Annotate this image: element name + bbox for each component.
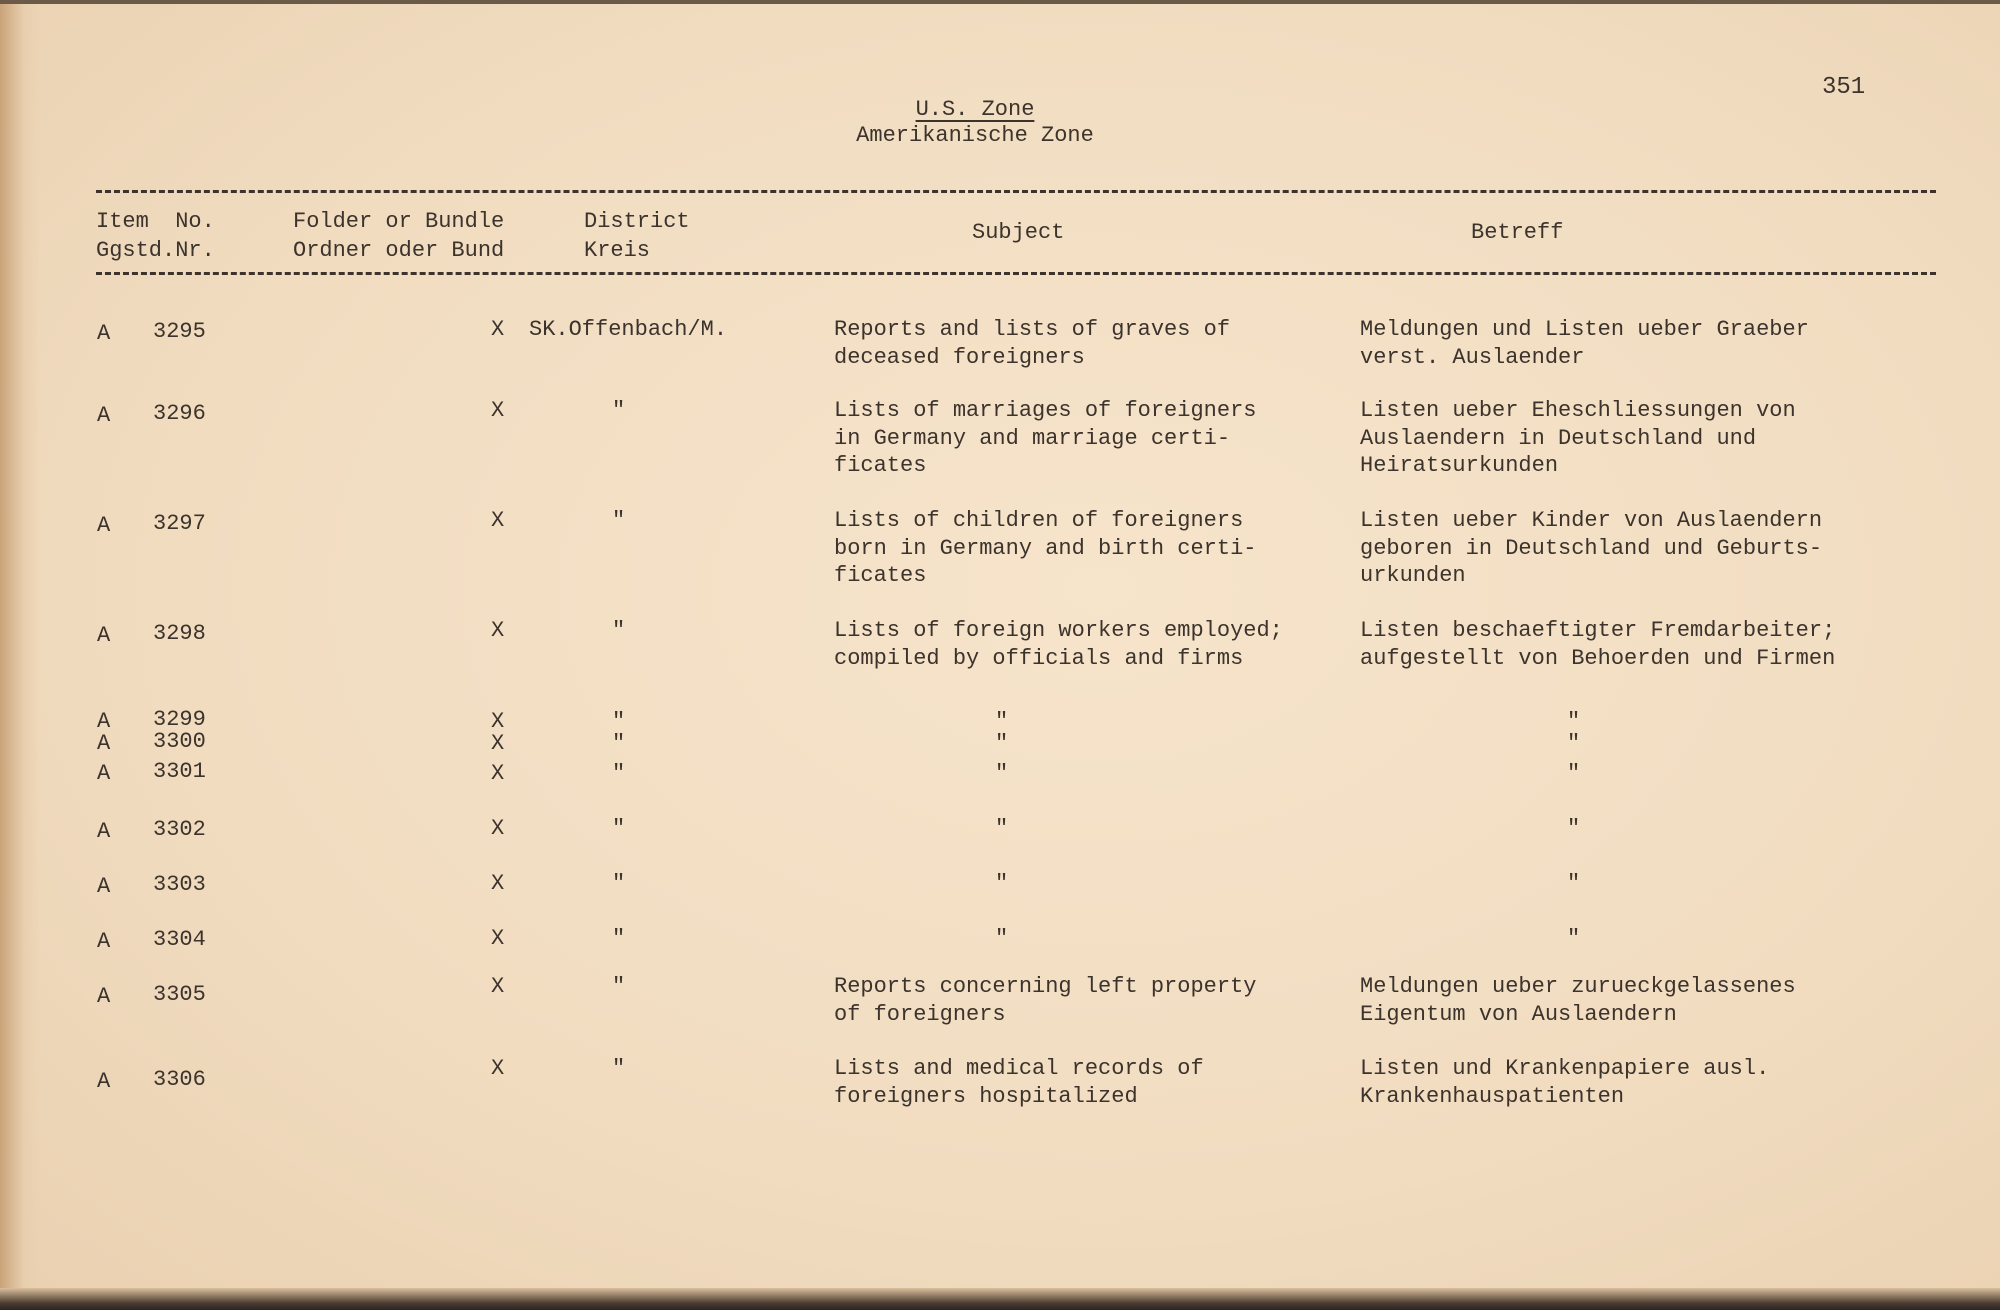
folder-mark: X (491, 618, 505, 643)
subject: " (995, 731, 1009, 756)
betreff: Listen und Krankenpapiere ausl. Krankenhauspatienten (1360, 1056, 1770, 1109)
betreff: " (1567, 761, 1581, 786)
subject: " (995, 709, 1009, 734)
page-number: 351 (1822, 74, 1866, 101)
item-prefix: A (97, 929, 111, 954)
item-number: 3295 (153, 319, 206, 344)
item-number: 3297 (153, 511, 206, 536)
folder-mark: X (491, 926, 505, 951)
district: " (612, 816, 626, 841)
betreff: " (1567, 816, 1581, 841)
subject: Lists and medical records of foreigners hospitalized (834, 1056, 1204, 1109)
betreff: " (1567, 926, 1581, 951)
item-prefix: A (97, 1069, 111, 1094)
subject: Lists of foreign workers employed; compiled by officials and firms (834, 618, 1283, 671)
page-bottom-edge (0, 1288, 2000, 1310)
item-number: 3299 (153, 707, 206, 732)
folder-mark: X (491, 508, 505, 533)
page-left-shadow (0, 0, 40, 1310)
betreff: Listen ueber Kinder von Auslaendern geboren in Deutschland und Geburts- urkunden (1360, 508, 1823, 588)
folder-mark: X (491, 731, 505, 756)
header-district-en: District (584, 209, 690, 234)
district: " (612, 926, 626, 951)
subject: Lists of marriages of foreigners in Germany and marriage certi- ficates (834, 398, 1257, 478)
folder-mark: X (491, 398, 505, 423)
item-prefix: A (97, 623, 111, 648)
header-folder-en: Folder or Bundle (293, 209, 505, 234)
district: SK.Offenbach/M. (529, 317, 728, 342)
item-number: 3296 (153, 401, 206, 426)
item-prefix: A (97, 403, 111, 428)
header-divider-top (96, 190, 1936, 193)
header-divider-bottom (96, 272, 1936, 275)
subject: Lists of children of foreigners born in Germany and birth certi- ficates (834, 508, 1257, 588)
item-number: 3301 (153, 759, 206, 784)
subject: " (995, 926, 1009, 951)
district: " (612, 618, 626, 643)
item-number: 3303 (153, 872, 206, 897)
betreff: " (1567, 731, 1581, 756)
page-title: U.S. Zone (915, 97, 1035, 122)
header-subject: Subject (972, 220, 1065, 245)
item-prefix: A (97, 984, 111, 1009)
header-district-de: Kreis (584, 238, 651, 263)
item-prefix: A (97, 321, 111, 346)
item-prefix: A (97, 709, 111, 734)
district: " (612, 398, 626, 423)
district: " (612, 974, 626, 999)
folder-mark: X (491, 974, 505, 999)
betreff: " (1567, 871, 1581, 896)
folder-mark: X (491, 761, 505, 786)
folder-mark: X (491, 1056, 505, 1081)
betreff: Meldungen ueber zurueckgelassenes Eigentum von Auslaendern (1360, 974, 1796, 1027)
district: " (612, 871, 626, 896)
subject: " (995, 816, 1009, 841)
folder-mark: X (491, 709, 505, 734)
item-number: 3302 (153, 817, 206, 842)
betreff: Meldungen und Listen ueber Graeber verst. Auslaender (1360, 317, 1809, 370)
header-betreff: Betreff (1471, 220, 1564, 245)
item-prefix: A (97, 874, 111, 899)
item-number: 3306 (153, 1067, 206, 1092)
item-number: 3305 (153, 982, 206, 1007)
betreff: " (1567, 709, 1581, 734)
subject: " (995, 871, 1009, 896)
folder-mark: X (491, 816, 505, 841)
page-subtitle: Amerikanische Zone (856, 123, 1094, 148)
district: " (612, 508, 626, 533)
folder-mark: X (491, 871, 505, 896)
subject: " (995, 761, 1009, 786)
district: " (612, 731, 626, 756)
betreff: Listen beschaeftigter Fremdarbeiter; aufgestellt von Behoerden und Firmen (1360, 618, 1836, 671)
district: " (612, 709, 626, 734)
folder-mark: X (491, 317, 505, 342)
subject: Reports and lists of graves of deceased foreigners (834, 317, 1231, 370)
header-item-de: Ggstd.Nr. (96, 238, 215, 263)
item-number: 3300 (153, 729, 206, 754)
item-prefix: A (97, 819, 111, 844)
district: " (612, 1056, 626, 1081)
header-folder-de: Ordner oder Bund (293, 238, 505, 263)
header-item-en: Item No. (96, 209, 215, 234)
subject: Reports concerning left property of foreigners (834, 974, 1257, 1027)
page-top-edge (0, 0, 2000, 4)
item-number: 3304 (153, 927, 206, 952)
betreff: Listen ueber Eheschliessungen von Auslaendern in Deutschland und Heiratsurkunden (1360, 398, 1796, 478)
item-number: 3298 (153, 621, 206, 646)
district: " (612, 761, 626, 786)
item-prefix: A (97, 761, 111, 786)
item-prefix: A (97, 731, 111, 756)
item-prefix: A (97, 513, 111, 538)
